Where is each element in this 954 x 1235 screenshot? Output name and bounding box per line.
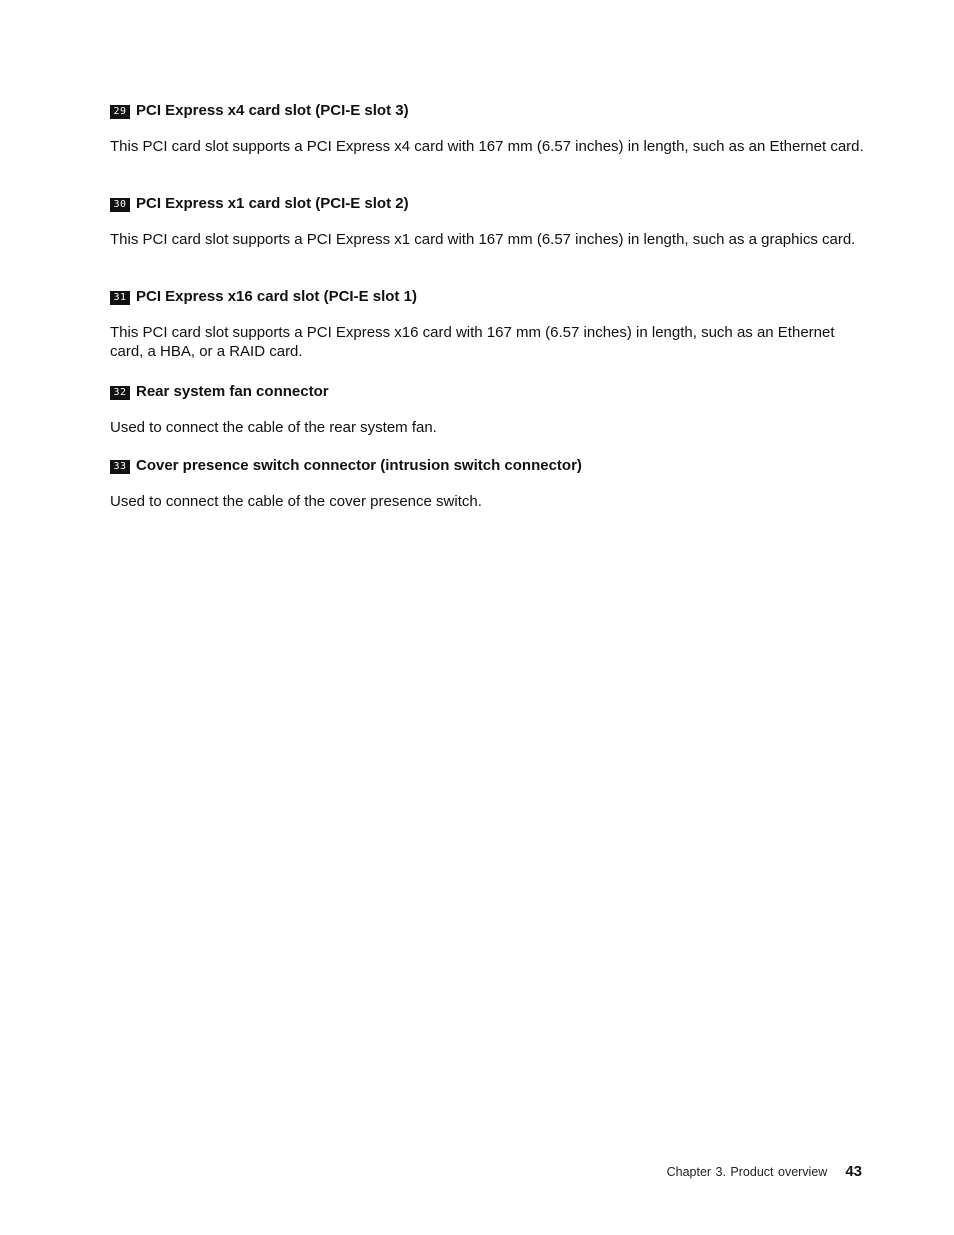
section-pcie-x16-slot (110, 287, 866, 361)
section-description: This PCI card slot supports a PCI Express x1 card with 167 mm (6.57 inches) in length, such as a graphics card. (110, 231, 856, 248)
page-number: 43 (845, 1163, 862, 1180)
section-heading (110, 101, 866, 121)
section-cover-presence-switch (110, 456, 866, 512)
section-description: This PCI card slot supports a PCI Express x16 card with 167 mm (6.57 inches) in length, such as an Ethernet card, a HBA, or a RAID card. (110, 324, 835, 360)
callout-number-badge: 31 (110, 291, 130, 305)
callout-number-badge: 33 (110, 460, 130, 474)
section-heading (110, 382, 866, 402)
footer-chapter-title: Chapter 3. Product overview (666, 1165, 828, 1179)
section-pcie-x4-slot (110, 101, 866, 157)
section-heading (110, 194, 866, 214)
section-description: Used to connect the cable of the cover presence switch. (110, 493, 482, 510)
section-title: PCI Express x4 card slot (PCI-E slot 3) (136, 102, 409, 119)
section-title: Rear system fan connector (136, 383, 329, 400)
callout-number-badge: 30 (110, 198, 130, 212)
section-title: PCI Express x1 card slot (PCI-E slot 2) (136, 195, 409, 212)
callout-number-badge: 32 (110, 386, 130, 400)
section-description: Used to connect the cable of the rear system fan. (110, 419, 437, 436)
section-title: Cover presence switch connector (intrusion switch connector) (136, 457, 582, 474)
section-description: This PCI card slot supports a PCI Express x4 card with 167 mm (6.57 inches) in length, such as an Ethernet card. (110, 138, 864, 155)
page-footer (0, 1163, 862, 1180)
section-heading (110, 287, 866, 307)
section-pcie-x1-slot (110, 194, 866, 250)
section-rear-fan-connector (110, 382, 866, 438)
document-content (110, 101, 866, 510)
section-title: PCI Express x16 card slot (PCI-E slot 1) (136, 288, 417, 305)
callout-number-badge: 29 (110, 105, 130, 119)
section-heading (110, 456, 866, 476)
